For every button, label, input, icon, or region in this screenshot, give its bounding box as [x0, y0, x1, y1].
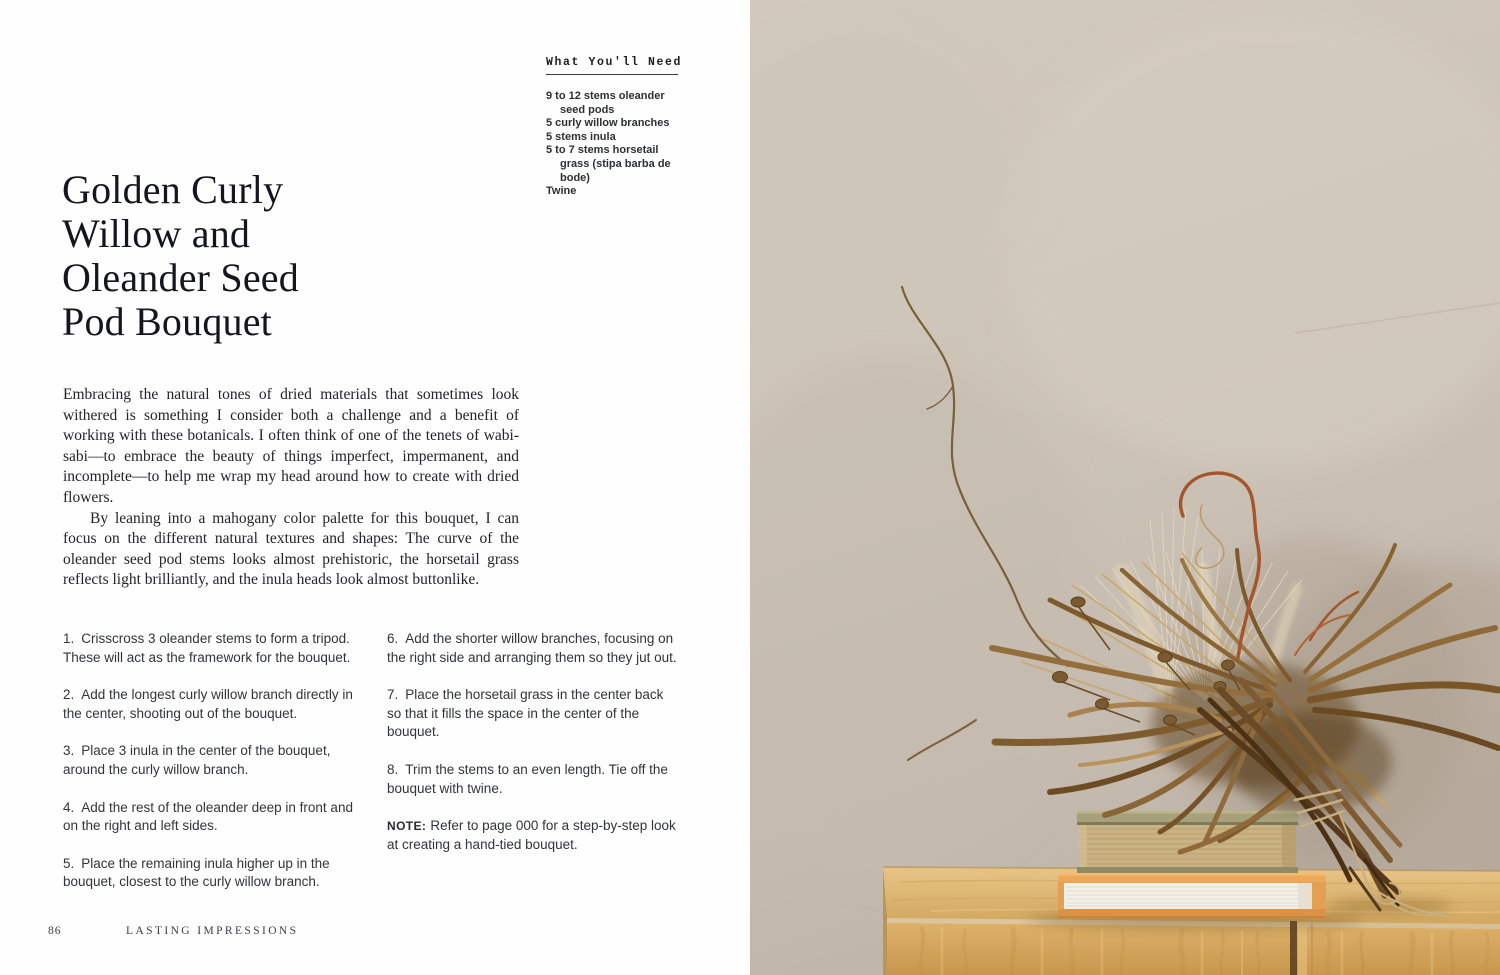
step-text: Add the rest of the oleander deep in front and on the right and left sides.	[63, 799, 353, 834]
need-item: 9 to 12 stems oleander seed pods	[546, 90, 665, 116]
intro-paragraph-1: Embracing the natural tones of dried materials that sometimes look withered is something I consider both a challenge and a benefit of working with these botanicals. I often think of one of the tenets of wabi-sabi—to embrace the beauty of things imperfect, impermanent, and incomplete—to help me wrap my head around how to create with dried flowers.	[63, 386, 519, 506]
step-3	[63, 742, 363, 779]
stem-shadow	[1328, 899, 1452, 913]
step-text: Trim the stems to an even length. Tie off the bouquet with twine.	[387, 761, 668, 796]
step-number: 3.	[63, 743, 75, 759]
step-text: Add the longest curly willow branch directly in the center, shooting out of the bouquet.	[63, 687, 353, 721]
bouquet-photo-illustration	[750, 0, 1500, 975]
step-number: 4.	[63, 799, 75, 815]
step-number: 2.	[63, 687, 75, 703]
step-number: 5.	[63, 855, 75, 871]
step-8	[387, 761, 681, 798]
need-item: 5 stems inula	[546, 130, 616, 143]
step-text: Crisscross 3 oleander stems to form a tripod. These will act as the framework for the bouquet.	[63, 631, 351, 665]
step-4	[63, 799, 363, 836]
note-label: NOTE:	[387, 819, 427, 834]
title-line: Golden Curly	[62, 167, 284, 212]
step-text: Place the remaining inula higher up in the bouquet, closest to the curly willow branch.	[63, 855, 330, 890]
bouquet-photo	[750, 0, 1500, 975]
intro-paragraph-2: By leaning into a mahogany color palette for this bouquet, I can focus on the different natural textures and shapes: The curve of the oleander seed pod stems looks almost prehistoric, the horsetail grass reflects light brilliantly, and the inula heads look almost buttonlike.	[63, 509, 519, 589]
what-youll-need-rule	[546, 74, 678, 75]
step-7	[387, 686, 681, 742]
title-line: Oleander Seed	[62, 255, 299, 300]
step-1	[63, 630, 363, 667]
note	[387, 817, 681, 854]
steps-column-right	[387, 630, 681, 854]
step-number: 7.	[387, 687, 399, 703]
need-item: Twine	[546, 185, 577, 198]
step-number: 1.	[63, 631, 75, 646]
cabinet-door-gap	[1290, 921, 1297, 975]
intro-text	[63, 385, 519, 591]
step-2	[63, 686, 363, 723]
stacked-books	[1058, 811, 1326, 917]
orange-book	[1058, 873, 1326, 917]
note-text: Refer to page 000 for a step-by-step look at creating a hand-tied bouquet.	[387, 818, 676, 852]
page-number: 86	[48, 925, 62, 937]
step-number: 6.	[387, 631, 399, 646]
title-line: Pod Bouquet	[62, 299, 272, 344]
title-line: Willow and	[62, 211, 251, 256]
step-6	[387, 630, 681, 667]
page-title	[62, 168, 502, 344]
what-youll-need-list	[546, 90, 682, 199]
what-youll-need-header: What You'll Need	[546, 56, 683, 69]
steps-column-left	[63, 630, 363, 911]
need-item: 5 curly willow branches	[546, 117, 670, 130]
step-number: 8.	[387, 761, 399, 777]
running-title: LASTING IMPRESSIONS	[126, 925, 299, 937]
step-text: Add the shorter willow branches, focusing on the right side and arranging them so they jut out.	[387, 631, 677, 665]
step-text: Place the horsetail grass in the center back so that it fills the space in the center of the bouquet.	[387, 687, 664, 740]
need-item: 5 to 7 stems horsetail grass (stipa barba de bode)	[546, 144, 671, 184]
tan-book	[1077, 811, 1298, 873]
step-5	[63, 855, 363, 892]
what-youll-need-block	[546, 56, 686, 199]
step-text: Place 3 inula in the center of the bouquet, around the curly willow branch.	[63, 743, 331, 777]
